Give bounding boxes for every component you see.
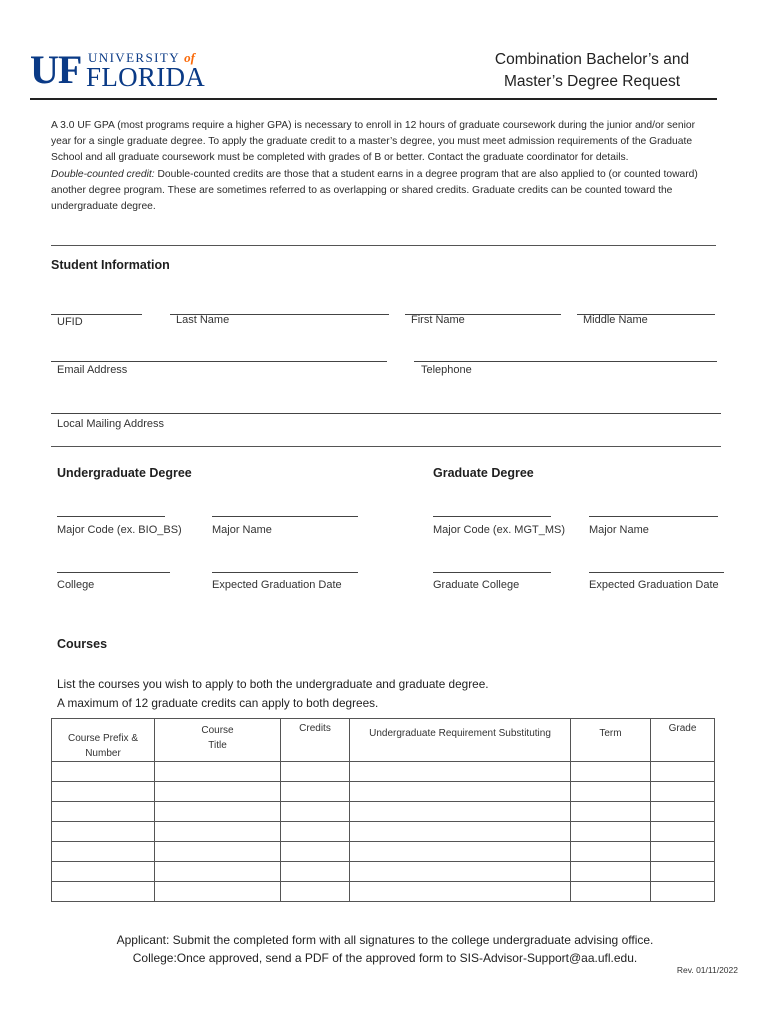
grad-heading: Graduate Degree bbox=[433, 466, 534, 480]
undergrad-major-code-label: Major Code (ex. BIO_BS) bbox=[57, 524, 182, 536]
courses-heading: Courses bbox=[57, 637, 108, 651]
courses-table bbox=[51, 718, 715, 902]
undergrad-grad-date-field[interactable] bbox=[212, 572, 358, 573]
intro-text bbox=[51, 118, 711, 215]
col-header-prefix: Course Prefix & Number bbox=[52, 719, 155, 762]
cell[interactable] bbox=[52, 802, 155, 822]
grad-major-name-field[interactable] bbox=[589, 516, 718, 517]
table-row bbox=[52, 882, 715, 902]
cell[interactable] bbox=[52, 842, 155, 862]
page-title bbox=[470, 49, 714, 93]
table-row bbox=[52, 822, 715, 842]
title-line-1: Combination Bachelor’s and bbox=[494, 51, 690, 68]
undergrad-grad-date-label: Expected Graduation Date bbox=[212, 579, 342, 591]
grad-major-code-label: Major Code (ex. MGT_MS) bbox=[433, 524, 566, 536]
cell[interactable] bbox=[155, 842, 281, 862]
uf-logo-mark: UF bbox=[30, 47, 82, 92]
middle-name-label: Middle Name bbox=[583, 314, 648, 326]
undergrad-heading: Undergraduate Degree bbox=[57, 466, 192, 480]
cell[interactable] bbox=[651, 782, 715, 802]
table-row bbox=[52, 762, 715, 782]
mailing-address-field[interactable] bbox=[51, 413, 721, 414]
cell[interactable] bbox=[52, 882, 155, 902]
grad-major-code-field[interactable] bbox=[433, 516, 551, 517]
cell[interactable] bbox=[155, 802, 281, 822]
grad-grad-date-field[interactable] bbox=[589, 572, 724, 573]
cell[interactable] bbox=[52, 822, 155, 842]
courses-instructions bbox=[57, 675, 717, 713]
cell[interactable] bbox=[155, 882, 281, 902]
grad-college-label: Graduate College bbox=[433, 579, 520, 591]
cell[interactable] bbox=[651, 802, 715, 822]
undergrad-major-name-label: Major Name bbox=[212, 524, 272, 536]
student-info-heading: Student Information bbox=[51, 258, 170, 272]
table-row bbox=[52, 842, 715, 862]
col-header-term: Term bbox=[571, 719, 651, 762]
undergrad-major-code-field[interactable] bbox=[57, 516, 165, 517]
cell[interactable] bbox=[281, 802, 350, 822]
cell[interactable] bbox=[155, 862, 281, 882]
title-line-2: Master’s Degree Request bbox=[503, 73, 681, 90]
revision-date: Rev. 01/11/2022 bbox=[676, 965, 738, 975]
ufid-label: UFID bbox=[57, 316, 83, 328]
telephone-label: Telephone bbox=[421, 364, 472, 376]
grad-college-field[interactable] bbox=[433, 572, 551, 573]
cell[interactable] bbox=[571, 882, 651, 902]
cell[interactable] bbox=[350, 842, 571, 862]
courses-instruction-line-1: List the courses you wish to apply to both the undergraduate and graduate degree. bbox=[57, 677, 489, 691]
cell[interactable] bbox=[571, 862, 651, 882]
double-counted-paragraph: Double-counted credit: Double-counted credits are those that a student earns in a degree program that are also applied to (or counted toward) another degree program. These are sometimes referred to as overlapping or shared credits. Graduate credits can be counted toward the undergraduate degree. bbox=[51, 168, 698, 213]
intro-divider bbox=[51, 245, 716, 246]
last-name-label: Last Name bbox=[176, 314, 230, 326]
courses-instruction-line-2: A maximum of 12 graduate credits can apply to both degrees. bbox=[57, 696, 379, 710]
col-header-grade: Grade bbox=[651, 719, 715, 762]
footer-line-2: College:Once approved, send a PDF of the approved form to SIS-Advisor-Support@aa.ufl.edu. bbox=[132, 951, 638, 965]
cell[interactable] bbox=[281, 762, 350, 782]
mailing-address-label: Local Mailing Address bbox=[57, 418, 165, 430]
cell[interactable] bbox=[281, 862, 350, 882]
cell[interactable] bbox=[155, 782, 281, 802]
cell[interactable] bbox=[350, 802, 571, 822]
intro-paragraph: A 3.0 UF GPA (most programs require a higher GPA) is necessary to enroll in 12 hours of graduate coursework during the junior and/or senior year for a single graduate degree. To apply the graduate credit to a master’s degree, you must meet admission requirements of the Graduate School and all graduate coursework must be completed with grades of B or better. Contact the graduate coordinator for details. bbox=[51, 120, 696, 164]
cell[interactable] bbox=[571, 802, 651, 822]
cell[interactable] bbox=[281, 822, 350, 842]
undergrad-college-field[interactable] bbox=[57, 572, 170, 573]
cell[interactable] bbox=[350, 822, 571, 842]
cell[interactable] bbox=[155, 762, 281, 782]
undergrad-college-label: College bbox=[57, 579, 95, 591]
ufid-field[interactable] bbox=[51, 314, 142, 315]
cell[interactable] bbox=[350, 762, 571, 782]
table-row bbox=[52, 862, 715, 882]
grad-major-name-label: Major Name bbox=[589, 524, 649, 536]
cell[interactable] bbox=[571, 842, 651, 862]
col-header-requirement: Undergraduate Requirement Substituting bbox=[350, 719, 571, 762]
cell[interactable] bbox=[651, 822, 715, 842]
cell[interactable] bbox=[52, 862, 155, 882]
cell[interactable] bbox=[350, 782, 571, 802]
cell[interactable] bbox=[350, 882, 571, 902]
undergrad-major-name-field[interactable] bbox=[212, 516, 358, 517]
cell[interactable] bbox=[651, 842, 715, 862]
cell[interactable] bbox=[155, 822, 281, 842]
grad-grad-date-label: Expected Graduation Date bbox=[589, 579, 719, 591]
cell[interactable] bbox=[571, 762, 651, 782]
cell[interactable] bbox=[281, 782, 350, 802]
title-divider bbox=[30, 98, 717, 100]
footer-instructions bbox=[60, 931, 710, 967]
cell[interactable] bbox=[651, 862, 715, 882]
telephone-field[interactable] bbox=[414, 361, 717, 362]
logo-university-text: UNIVERSITY of bbox=[88, 50, 196, 65]
cell[interactable] bbox=[571, 782, 651, 802]
email-field[interactable] bbox=[51, 361, 387, 362]
col-header-title: Course Title bbox=[155, 719, 281, 762]
col-header-credits: Credits bbox=[281, 719, 350, 762]
student-info-divider bbox=[51, 446, 721, 447]
courses-header-row bbox=[52, 719, 715, 762]
cell[interactable] bbox=[281, 842, 350, 862]
logo-florida-text: FLORIDA bbox=[86, 62, 206, 92]
cell[interactable] bbox=[281, 882, 350, 902]
cell[interactable] bbox=[52, 762, 155, 782]
email-label: Email Address bbox=[57, 364, 128, 376]
first-name-label: First Name bbox=[411, 314, 465, 326]
cell[interactable] bbox=[571, 822, 651, 842]
table-row bbox=[52, 802, 715, 822]
table-row bbox=[52, 782, 715, 802]
cell[interactable] bbox=[651, 882, 715, 902]
cell[interactable] bbox=[52, 782, 155, 802]
cell[interactable] bbox=[651, 762, 715, 782]
cell[interactable] bbox=[350, 862, 571, 882]
footer-line-1: Applicant: Submit the completed form with all signatures to the college undergraduate advising office. bbox=[116, 933, 654, 947]
